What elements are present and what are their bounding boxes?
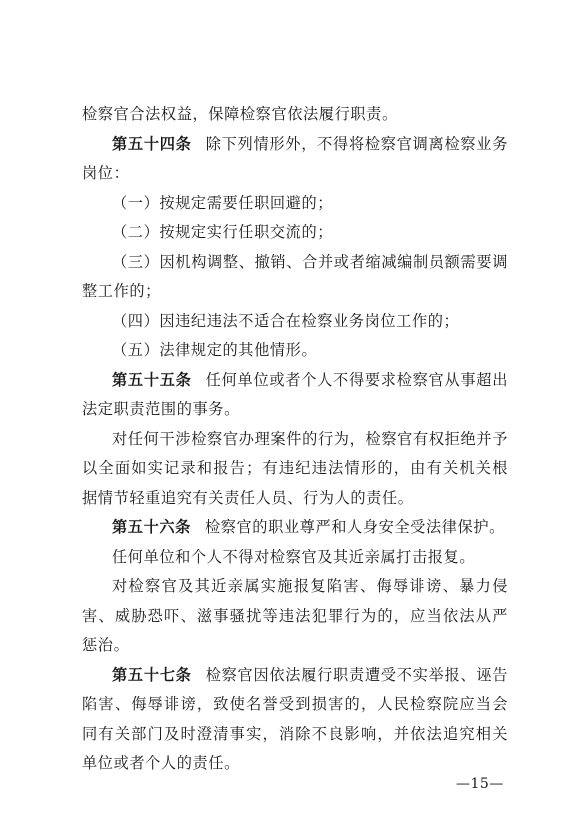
body-paragraph — [82, 425, 508, 514]
body-paragraph — [82, 189, 508, 219]
article-number: 第五十四条 — [112, 134, 192, 153]
article-number: 第五十七条 — [112, 665, 192, 684]
paragraph-text: 对检察官及其近亲属实施报复陷害、侮辱诽谤、暴力侵害、威胁恐吓、滋事骚扰等违法犯罪行为的，应当依法从严惩治。 — [82, 577, 508, 654]
body-paragraph — [82, 100, 508, 130]
body-paragraph — [82, 307, 508, 337]
paragraph-text: 任何单位或者个人不得要求检察官从事超出法定职责范围的事务。 — [82, 370, 509, 418]
body-paragraph — [82, 572, 508, 661]
document-body — [82, 100, 508, 779]
page-number: —15— — [456, 776, 504, 792]
article-number: 第五十五条 — [112, 370, 192, 389]
paragraph-text: 检察官合法权益，保障检察官依法履行职责。 — [82, 105, 398, 123]
paragraph-text: （三）因机构调整、撤销、合并或者缩减编制员额需要调整工作的； — [82, 252, 508, 300]
article-paragraph — [82, 130, 508, 189]
paragraph-text: （五）法律规定的其他情形。 — [112, 341, 318, 359]
paragraph-text: 对任何干涉检察官办理案件的行为，检察官有权拒绝并予以全面如实记录和报告；有违纪违法情形的，由有关机关根据情节轻重追究有关责任人员、行为人的责任。 — [82, 429, 508, 507]
body-paragraph — [82, 218, 508, 248]
paragraph-text: 任何单位和个人不得对检察官及其近亲属打击报复。 — [112, 547, 476, 566]
body-paragraph — [82, 248, 508, 307]
article-paragraph — [82, 513, 508, 543]
article-paragraph — [82, 366, 508, 425]
article-number: 第五十六条 — [112, 518, 191, 536]
paragraph-text: （二）按规定实行任职交流的； — [112, 223, 334, 241]
paragraph-text: （四）因违纪违法不适合在检察业务岗位工作的； — [112, 311, 460, 330]
paragraph-text: 检察官因依法履行职责遭受不实举报、诬告陷害、侮辱诽谤，致使名誉受到损害的，人民检察院应当会同有关部门及时澄清事实，消除不良影响，并依法追究相关单位或者个人的责任。 — [82, 665, 509, 772]
body-paragraph — [82, 336, 508, 366]
body-paragraph — [82, 543, 508, 573]
paragraph-text: 除下列情形外，不得将检察官调离检察业务岗位： — [82, 134, 509, 182]
paragraph-text: （一）按规定需要任职回避的； — [112, 193, 334, 212]
paragraph-text: 检察官的职业尊严和人身安全受法律保护。 — [204, 518, 505, 536]
article-paragraph — [82, 661, 508, 779]
